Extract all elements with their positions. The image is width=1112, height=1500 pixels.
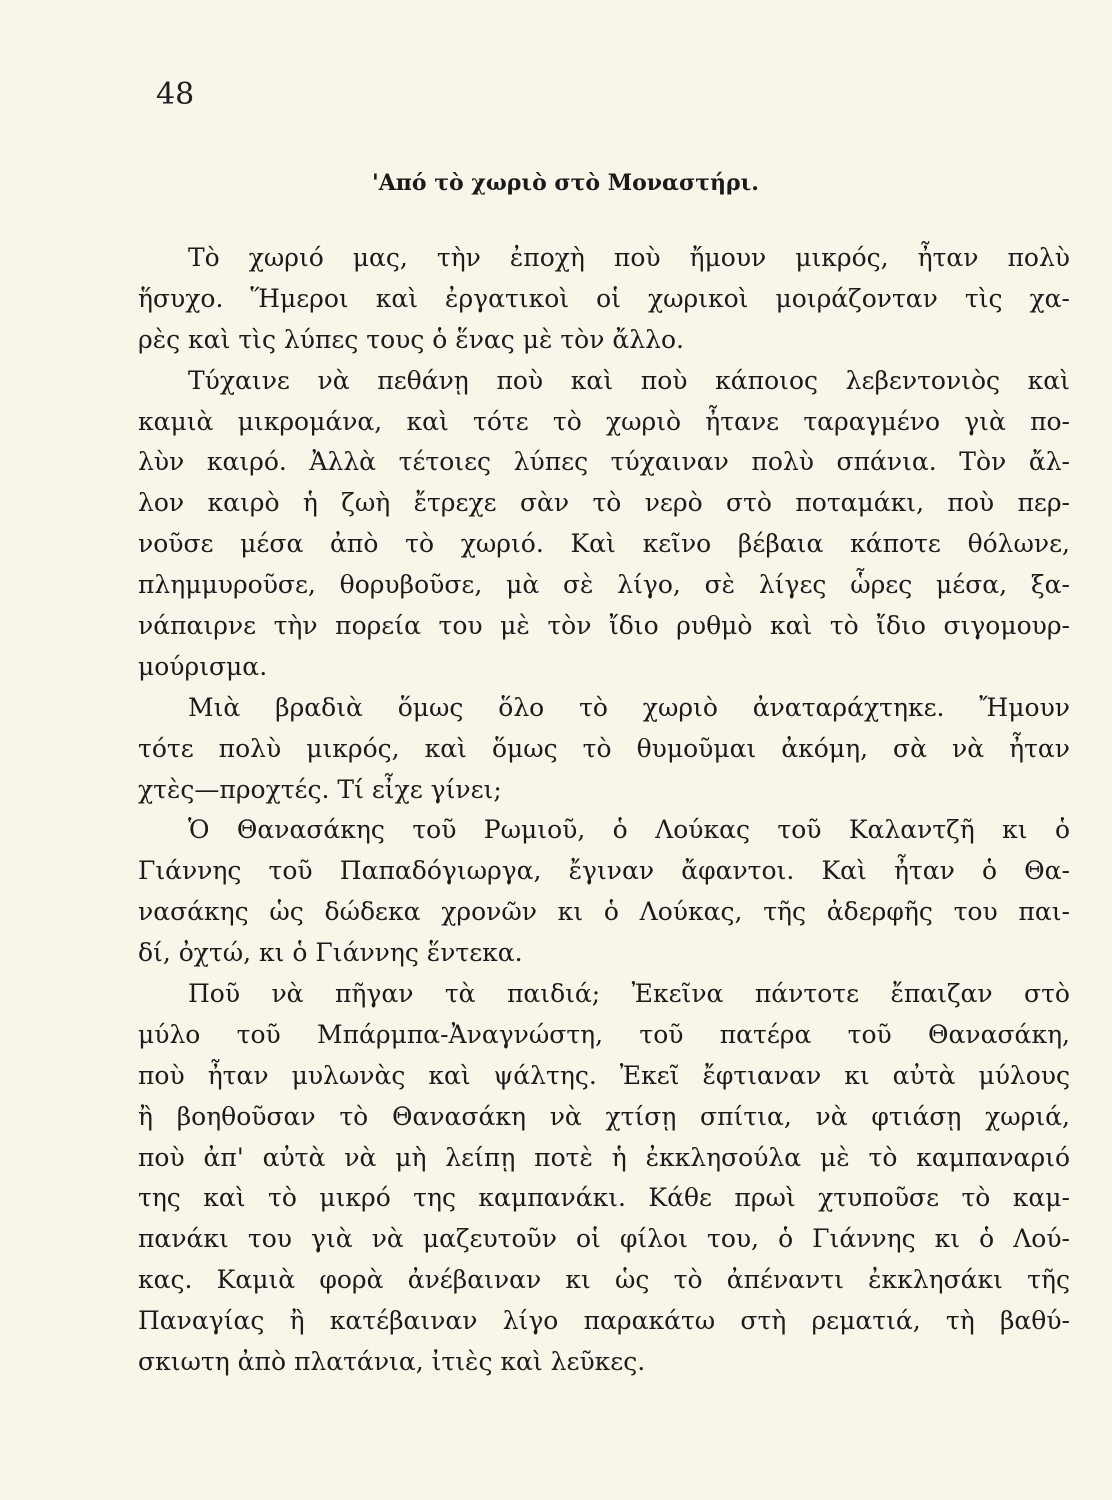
text-line: μύλο τοῦ Μπάρμπα-Ἀναγνώστη, τοῦ πατέρα τοῦ Θανασάκη,: [138, 1019, 1070, 1049]
text-line: καμιὰ μικρομάνα, καὶ τότε τὸ χωριὸ ἦτανε ταραγμένο γιὰ πο-: [138, 406, 1070, 436]
text-line: χτὲς—προχτές. Τί εἶχε γίνει;: [138, 774, 502, 804]
text-line: ποὺ ἀπ' αὐτὰ νὰ μὴ λείπῃ ποτὲ ἡ ἐκκλησούλα μὲ τὸ καμπαναριό: [138, 1142, 1070, 1172]
paragraph: [138, 974, 1070, 1383]
text-line: πανάκι του γιὰ νὰ μαζευτοῦν οἱ φίλοι του, ὁ Γιάννης κι ὁ Λού-: [138, 1224, 1070, 1254]
text-line: ποὺ ἦταν μυλωνὰς καὶ ψάλτης. Ἐκεῖ ἔφτιαναν κι αὐτὰ μύλους: [138, 1060, 1070, 1090]
body-text: [138, 238, 1070, 1383]
text-line: τότε πολὺ μικρός, καὶ ὅμως τὸ θυμοῦμαι ἀκόμη, σὰ νὰ ἦταν: [138, 733, 1070, 763]
text-line: ρὲς καὶ τὶς λύπες τους ὁ ἕνας μὲ τὸν ἄλλο.: [138, 324, 684, 354]
page-number: 48: [156, 77, 195, 112]
text-line: της καὶ τὸ μικρό της καμπανάκι. Κάθε πρωὶ χτυποῦσε τὸ καμ-: [138, 1183, 1070, 1213]
text-line: Παναγίας ἢ κατέβαιναν λίγο παρακάτω στὴ ρεματιά, τὴ βαθύ-: [138, 1306, 1070, 1336]
text-line: δί, ὀχτώ, κι ὁ Γιάννης ἕντεκα.: [138, 938, 523, 968]
paragraph: [138, 688, 1070, 811]
paragraph: [138, 238, 1070, 361]
text-line: Γιάννης τοῦ Παπαδόγιωργα, ἔγιναν ἄφαντοι. Καὶ ἦταν ὁ Θα-: [138, 856, 1070, 886]
text-line: λον καιρὸ ἡ ζωὴ ἔτρεχε σὰν τὸ νερὸ στὸ ποταμάκι, ποὺ περ-: [138, 488, 1070, 518]
chapter-heading: 'Από τὸ χωριὸ στὸ Μοναστήρι.: [372, 170, 759, 196]
text-line: Τὸ χωριό μας, τὴν ἐποχὴ ποὺ ἤμουν μικρός, ἦταν πολὺ: [188, 243, 1070, 272]
text-line: νοῦσε μέσα ἀπὸ τὸ χωριό. Καὶ κεῖνο βέβαια κάποτε θόλωνε,: [138, 529, 1070, 559]
paragraph: [138, 810, 1070, 974]
text-line: σκιωτη ἀπὸ πλατάνια, ἰτιὲς καὶ λεῦκες.: [138, 1347, 646, 1377]
text-line: πλημμυροῦσε, θορυβοῦσε, μὰ σὲ λίγο, σὲ λίγες ὧρες μέσα, ξα-: [138, 570, 1070, 600]
text-line: μούρισμα.: [138, 651, 268, 681]
text-line: Ποῦ νὰ πῆγαν τὰ παιδιά; Ἐκεῖνα πάντοτε ἔπαιζαν στὸ: [188, 979, 1070, 1009]
text-line: νασάκης ὡς δώδεκα χρονῶν κι ὁ Λούκας, τῆς ἀδερφῆς του παι-: [138, 897, 1070, 927]
text-line: ἢ βοηθοῦσαν τὸ Θανασάκη νὰ χτίσῃ σπίτια, νὰ φτιάσῃ χωριά,: [138, 1101, 1070, 1131]
text-line: Τύχαινε νὰ πεθάνῃ ποὺ καὶ ποὺ κάποιος λεβεντονιὸς καὶ: [188, 365, 1070, 395]
text-line: Ὁ Θανασάκης τοῦ Ρωμιοῦ, ὁ Λούκας τοῦ Καλαντζῆ κι ὁ: [188, 815, 1070, 845]
text-line: ἥσυχο. Ἥμεροι καὶ ἐργατικοὶ οἱ χωρικοὶ μοιράζονταν τὶς χα-: [138, 283, 1070, 313]
paragraph: [138, 361, 1070, 688]
text-line: λὺν καιρό. Ἀλλὰ τέτοιες λύπες τύχαιναν πολὺ σπάνια. Τὸν ἄλ-: [138, 447, 1070, 477]
text-line: νάπαιρνε τὴν πορεία του μὲ τὸν ἴδιο ρυθμὸ καὶ τὸ ἴδιο σιγομουρ-: [138, 611, 1070, 641]
text-line: Μιὰ βραδιὰ ὅμως ὅλο τὸ χωριὸ ἀναταράχτηκε. Ἤμουν: [188, 692, 1070, 722]
text-line: κας. Καμιὰ φορὰ ἀνέβαιναν κι ὡς τὸ ἀπέναντι ἐκκλησάκι τῆς: [138, 1265, 1070, 1295]
